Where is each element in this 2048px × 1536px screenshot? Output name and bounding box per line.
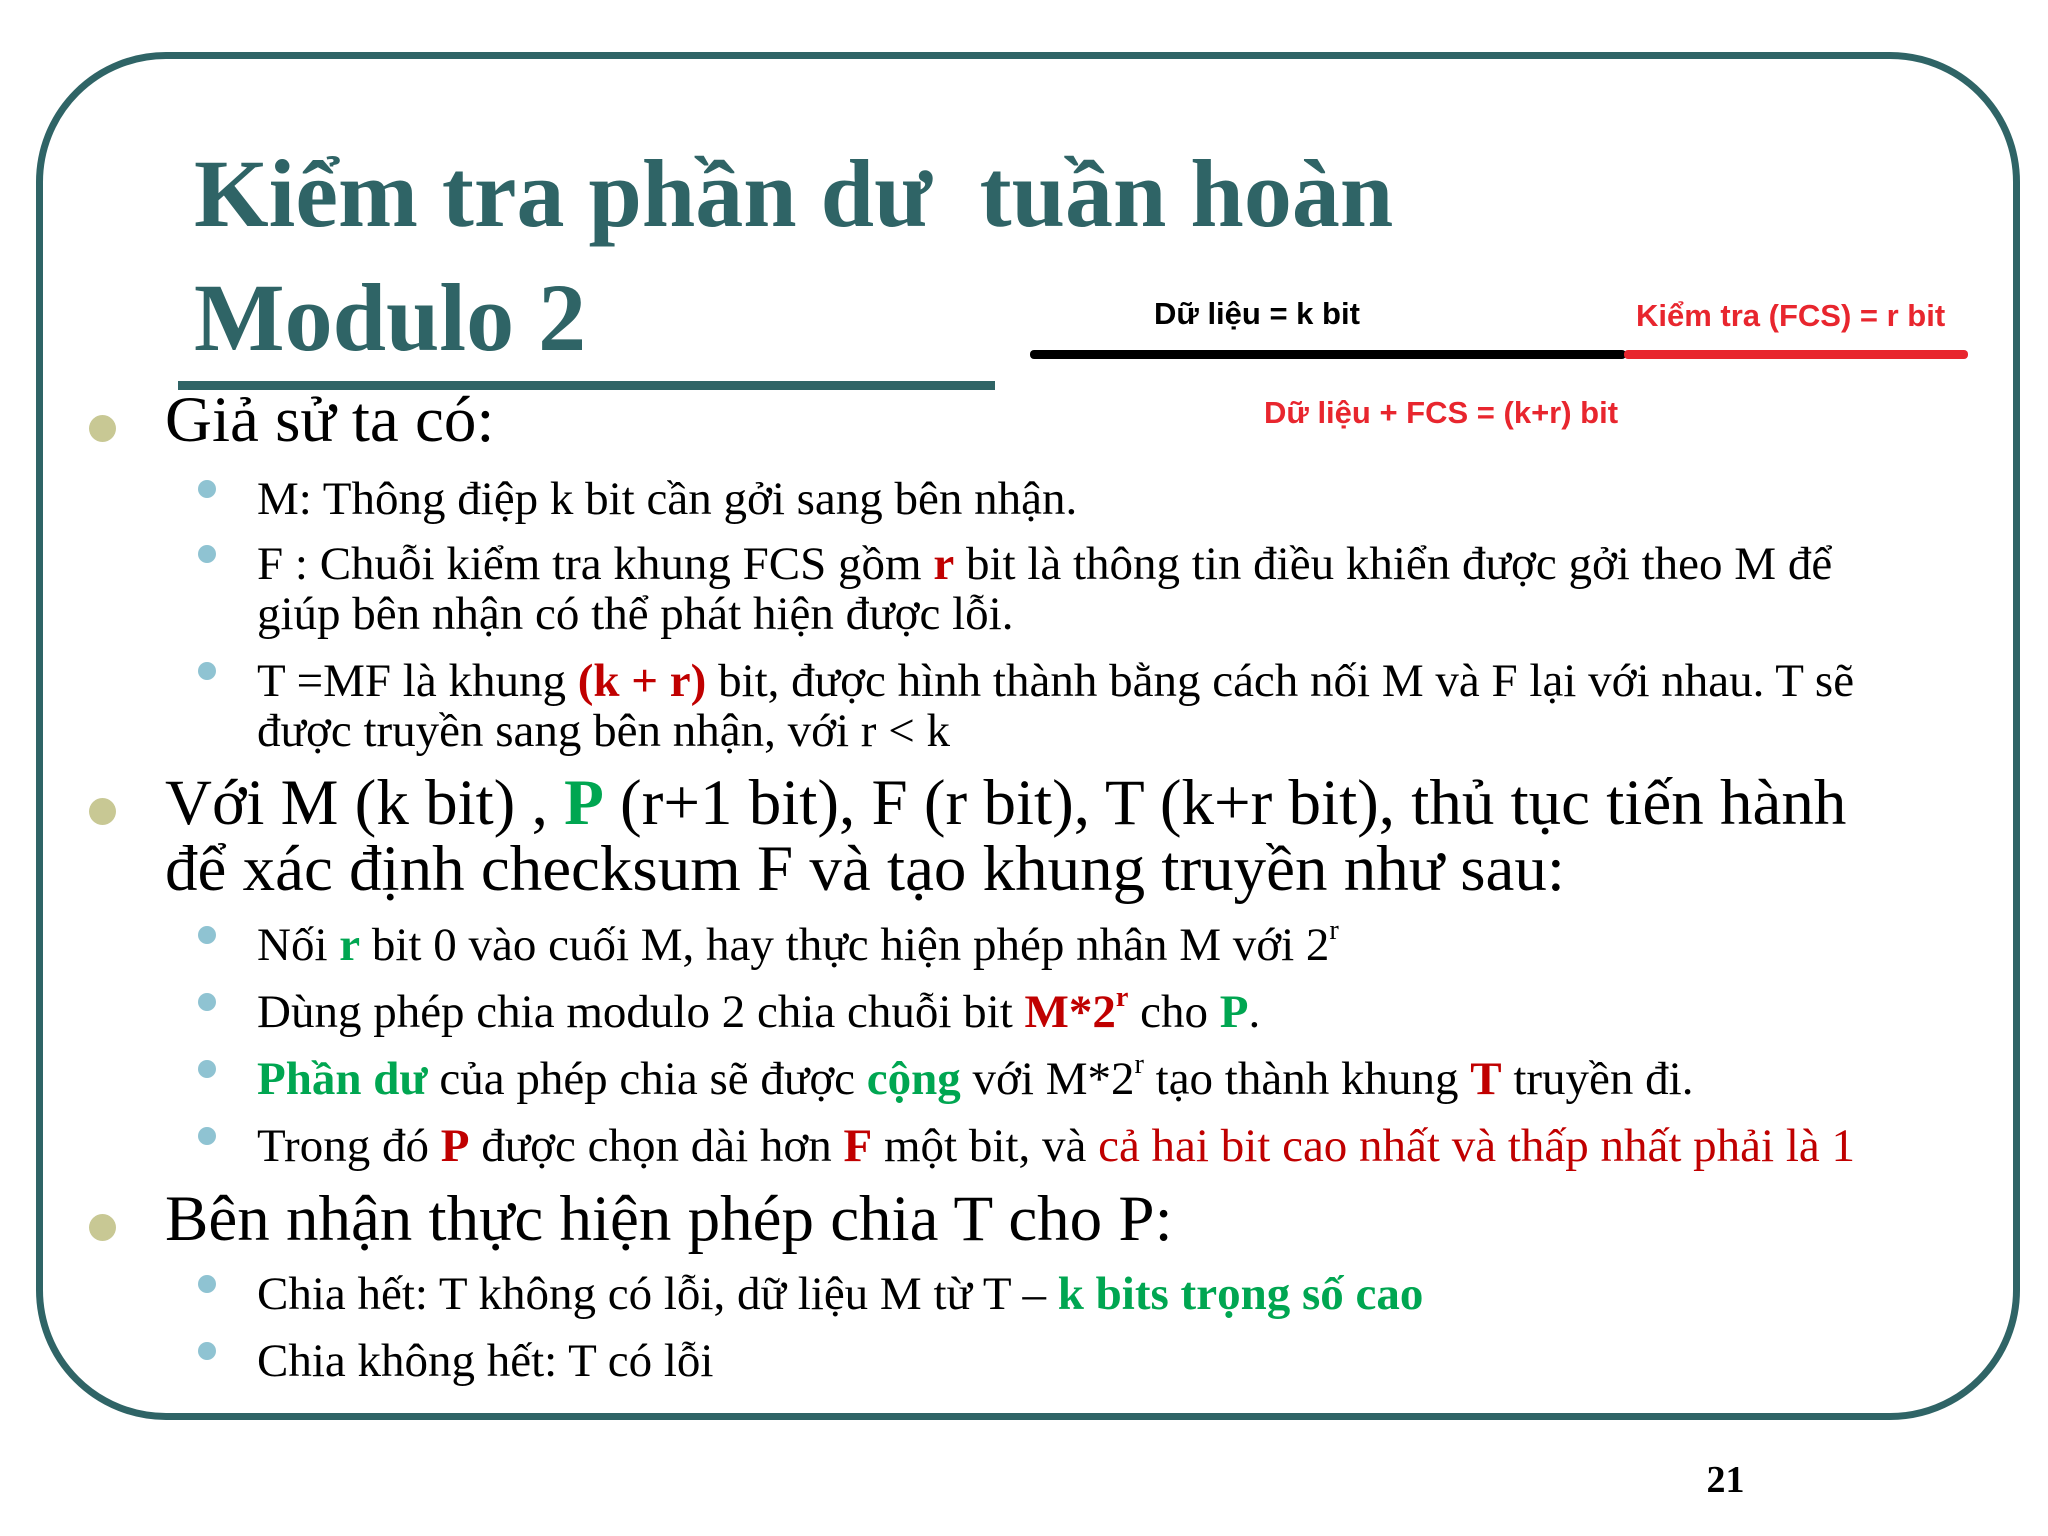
sub-bullet-chia-het: Chia hết: T không có lỗi, dữ liệu M từ T – k bits trọng số cao (257, 1269, 1423, 1319)
sub-bullet-dot (198, 1127, 216, 1145)
sub-bullet-dot (198, 1342, 216, 1360)
sub-bullet-phan-du: Phần dư của phép chia sẽ được cộng với M*2$^r$ tạo thành khung T truyền đi. (257, 1054, 1693, 1104)
diagram-fcs-line (1624, 350, 1968, 359)
sub-bullet-t: T =MF là khung (k + r) bit, được hình thành bằng cách nối M và F lại với nhau. T sẽ được truyền sang bên nhận, với r < k (257, 656, 1854, 756)
diagram-fcs-label: Kiểm tra (FCS) = r bit (1636, 298, 1946, 333)
sub-bullet-f: F : Chuỗi kiểm tra khung FCS gồm r bit là thông tin điều khiển được gởi theo M để giúp bên nhận có thể phát hiện được lỗi. (257, 539, 1832, 639)
sub-bullet-dot (198, 1275, 216, 1293)
bullet-dot (89, 798, 116, 825)
sub-bullet-m: M: Thông điệp k bit cần gởi sang bên nhận. (257, 474, 1077, 524)
bullet-dot (89, 415, 116, 442)
sub-bullet-dung-phep-chia: Dùng phép chia modulo 2 chia chuỗi bit M*2$^r$ cho P. (257, 987, 1260, 1037)
bullet-dot (89, 1214, 116, 1241)
sub-bullet-dot (198, 480, 216, 498)
diagram-data-line (1030, 350, 1626, 359)
bullet-ben-nhan: Bên nhận thực hiện phép chia T cho P: (165, 1186, 1173, 1252)
slide-title (194, 132, 1393, 380)
page-number: 21 (1706, 1459, 1745, 1501)
bullet-gia-su: Giả sử ta có: (165, 387, 494, 453)
sub-bullet-noi-r: Nối r bit 0 vào cuối M, hay thực hiện phép nhân M với 2$^r$ (257, 920, 1339, 970)
sub-bullet-chia-khong-het: Chia không hết: T có lỗi (257, 1336, 713, 1386)
sub-bullet-dot (198, 926, 216, 944)
sub-bullet-dot (198, 545, 216, 563)
title-line-2: Modulo 2 (194, 264, 587, 371)
diagram-total-label: Dữ liệu + FCS = (k+r) bit (1264, 395, 1619, 430)
sub-bullet-dot (198, 662, 216, 680)
bullet-voi-m: Với M (k bit) , P (r+1 bit), F (r bit), T (k+r bit), thủ tục tiến hành để xác định checksum F và tạo khung truyền như sau: (165, 770, 1846, 902)
sub-bullet-dot (198, 1060, 216, 1078)
sub-bullet-trong-do: Trong đó P được chọn dài hơn F một bit, và cả hai bit cao nhất và thấp nhất phải là 1 (257, 1121, 1855, 1171)
title-line-1: Kiểm tra phần dư tuần hoàn (194, 140, 1394, 247)
sub-bullet-dot (198, 993, 216, 1011)
diagram-data-label: Dữ liệu = k bit (1154, 296, 1360, 331)
